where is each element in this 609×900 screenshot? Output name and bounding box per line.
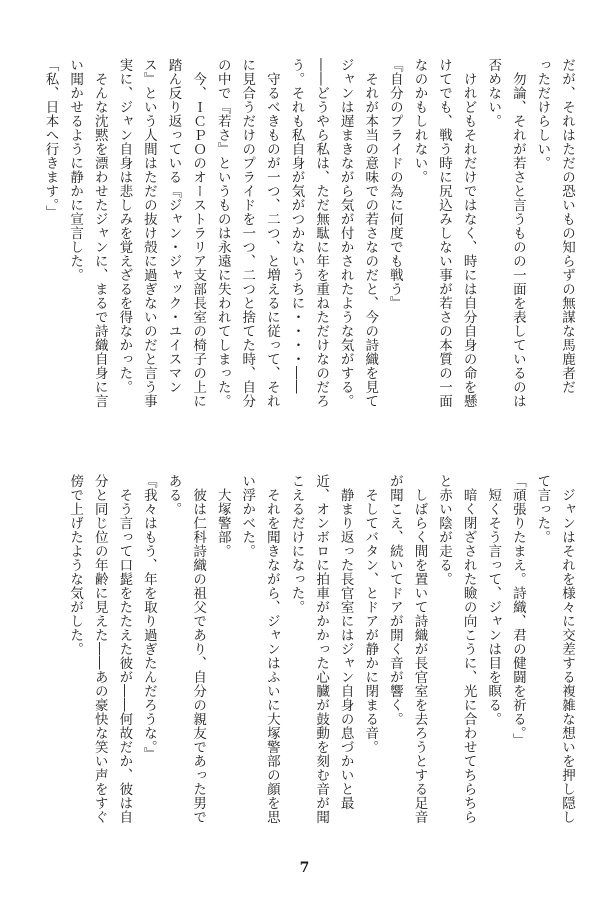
upper-text-block: [34, 58, 579, 428]
text-line: の中で『若さ』というものは永遠に失われてしまった。: [214, 58, 231, 408]
text-line: 大塚警部。: [214, 474, 231, 558]
text-line: それが本当の意味での若さなのだと、今の詩織を見て: [362, 58, 379, 408]
text-line: 傍で上げたような気がした。: [67, 474, 84, 656]
text-line: い聞かせるように静かに宣言した。: [67, 58, 84, 282]
text-line: けれどもそれだけではなく、時には自分自身の命を懸: [460, 58, 477, 408]
text-line: それを聞きながら、ジャンはふいに大塚警部の顔を思: [263, 474, 280, 824]
text-line: そう言って口髭をたたえた彼が――何故だか、彼は自: [116, 474, 133, 824]
text-line: 『自分のプライドの為に何度でも戦う』: [386, 58, 403, 310]
text-line: そんな沈黙を漂わせたジャンに、まるで詩織自身に言: [91, 58, 108, 408]
text-line: だが、それはただの恐いもの知らずの無謀な馬鹿者だ: [559, 58, 575, 394]
text-line: けてでも、戦う時に尻込みしない事が若さの本質の一面: [436, 58, 453, 408]
text-line: そしてバタン、とドアが静かに閉まる音。: [362, 474, 379, 754]
text-line: に見合うだけのプライドを一つ、二つと捨てた時、自分: [239, 58, 256, 408]
text-line: なのかもしれない。: [411, 58, 428, 184]
text-line: 『我々はもう、年を取り過ぎたんだろうな。』: [140, 474, 157, 762]
text-line: 「私、日本へ行きます。」: [42, 58, 59, 220]
text-line: 踏ん反り返っている『ジャン・ジャック・ユイスマン: [165, 58, 182, 394]
text-line: 分と同じ位の年齢に見えた――あの豪快な笑い声をすぐ: [91, 474, 108, 824]
text-line: ――どうやら私は、ただ無駄に年を重ねただけなのだろ: [313, 58, 330, 408]
text-line: 否めない。: [485, 58, 502, 128]
text-line: て言った。: [534, 474, 551, 544]
text-line: 短くそう言って、ジャンは目を瞑る。: [485, 474, 502, 726]
text-line: が聞こえ、続いてドアが開く音が響く。: [386, 474, 403, 726]
text-line: 近、オンボロに拍車がかかった心臓が鼓動を刻む音が聞: [313, 474, 330, 824]
text-line: っただけらしい。: [534, 58, 551, 170]
text-line: 実に、ジャン自身は悲しみを覚えざるを得なかった。: [116, 58, 133, 394]
text-line: しばらく間を置いて詩織が長官室を去ろうとする足音: [411, 474, 428, 824]
text-line: 守るべきものが一つ、二つ、と増えるに従って、それ: [263, 58, 280, 408]
text-line: ス』という人間はただの抜け殻に過ぎないのだと言う事: [140, 58, 157, 408]
text-line: ジャンは遅まきながら気が付かされたような気がする。: [337, 58, 354, 408]
text-line: 「頑張りたまえ。詩織、君の健闘を祈る。」: [509, 474, 526, 748]
text-line: と赤い陰が走る。: [436, 474, 453, 586]
text-line: 今、ＩＣＰＯのオーストラリア支部長室の椅子の上に: [190, 58, 207, 408]
page-number: 7: [299, 860, 310, 876]
text-line: う。それも私自身が気がつかないうちに・・・・――: [288, 58, 305, 394]
text-line: 静まり返った長官室にはジャン自身の息づかいと最: [337, 474, 354, 810]
text-line: 暗く閉ざされた瞼の向こうに、光に合わせてちらちら: [460, 474, 477, 824]
text-line: 彼は仁科詩織の祖父であり、自分の親友であった男で: [190, 474, 207, 824]
lower-text-block: [34, 474, 579, 844]
text-line: こえるだけになった。: [288, 474, 305, 614]
text-line: 勿論、それが若さと言うものの一面を表しているのは: [509, 58, 526, 408]
text-line: ジャンはそれを様々に交差する複雑な想いを押し隠し: [559, 474, 575, 824]
text-line: い浮かべた。: [239, 474, 256, 558]
text-line: ある。: [165, 474, 182, 516]
